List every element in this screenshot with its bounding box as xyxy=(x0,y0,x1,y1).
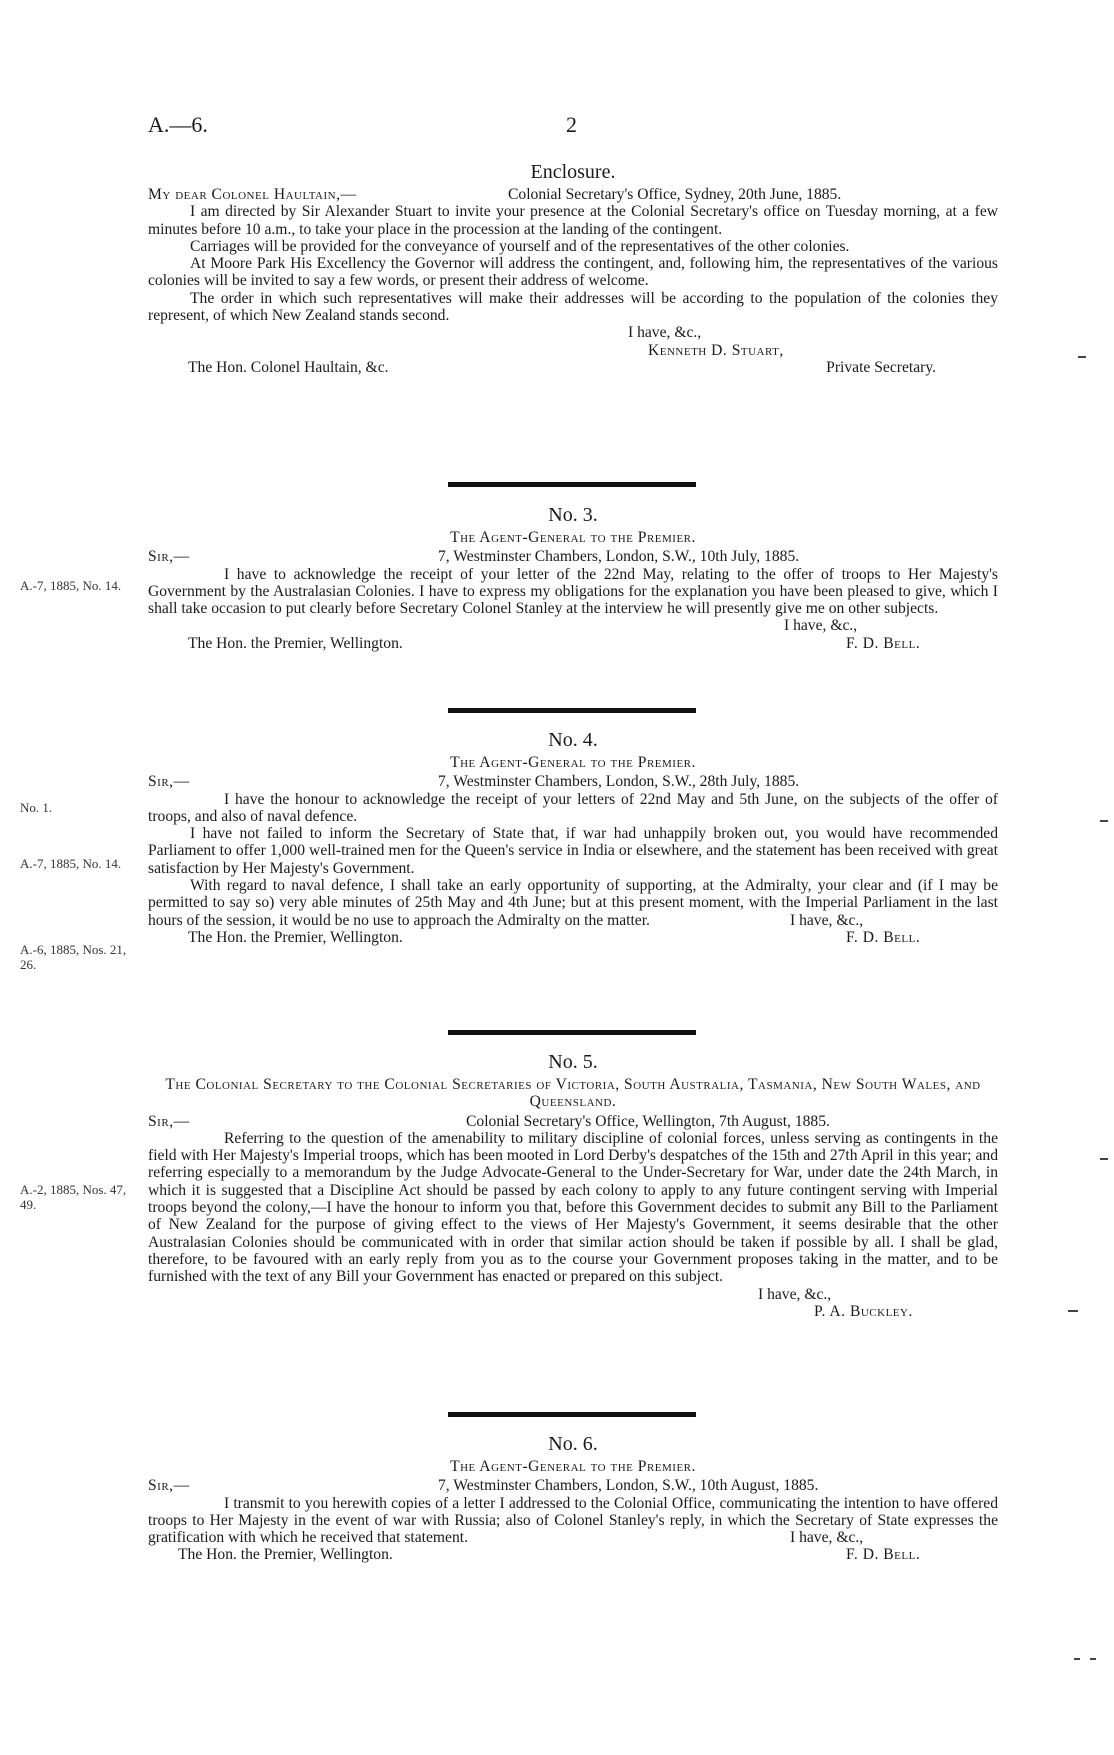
margin-note: A.-7, 1885, No. 14. xyxy=(20,856,122,871)
enclosure-signature-title: Private Secretary. xyxy=(826,358,936,376)
letter-no-4 xyxy=(148,728,998,946)
enclosure-signature-line xyxy=(148,342,998,359)
enclosure-recipient-line xyxy=(148,359,998,376)
letter-heading: The Colonial Secretary to the Colonial Secretaries of Victoria, South Australia, Tasmania, New South Wales, and Queensland. xyxy=(165,1076,981,1111)
scan-mark xyxy=(1090,1658,1096,1660)
letter-recipient-line xyxy=(148,635,998,652)
letter-salutation: Sir,— xyxy=(148,1477,190,1495)
page-header xyxy=(0,112,1114,142)
letter-recipient: The Hon. the Premier, Wellington. xyxy=(188,634,403,652)
enclosure-paragraph: I am directed by Sir Alexander Stuart to invite your presence at the Colonial Secretary's office on Tuesday morning, at a few minutes before 10 a.m., to take your place in the procession at the landing of the contingent. xyxy=(148,203,998,238)
letter-salutation: Sir,— xyxy=(148,1112,190,1130)
letter-heading: The Agent-General to the Premier. xyxy=(450,1458,696,1475)
section-divider xyxy=(448,1412,696,1417)
section-divider xyxy=(448,708,696,713)
enclosure-address: Colonial Secretary's Office, Sydney, 20th June, 1885. xyxy=(508,186,842,203)
letter-closing: I have, &c., xyxy=(784,617,858,635)
letter-closing: I have, &c., xyxy=(758,1285,832,1303)
scan-mark xyxy=(1068,1310,1078,1312)
letter-salutation: Sir,— xyxy=(148,548,190,566)
letter-paragraph: I transmit to you herewith copies of a letter I addressed to the Colonial Office, communicating the intention to have offered troops to Her Majesty in the event of war with Russia; also of Colonel Stanley's reply, in which the Secretary of State expresses the gratification with which he received that statement. xyxy=(148,1494,998,1547)
letter-salutation-line xyxy=(148,1113,998,1130)
letter-address: Colonial Secretary's Office, Wellington, 7th August, 1885. xyxy=(466,1112,830,1130)
letter-no-3 xyxy=(148,503,998,652)
enclosure-title: Enclosure. xyxy=(530,161,616,183)
section-divider xyxy=(448,482,696,487)
scan-mark xyxy=(1100,820,1108,822)
letter-number: No. 6. xyxy=(548,1433,598,1455)
letter-heading: The Agent-General to the Premier. xyxy=(450,529,696,546)
letter-signature: F. D. Bell. xyxy=(846,634,921,652)
enclosure-recipient: The Hon. Colonel Haultain, &c. xyxy=(188,358,389,376)
enclosure-paragraph: The order in which such representatives will make their addresses will be according to the population of the colonies they represent, of which New Zealand stands second. xyxy=(148,289,998,325)
section-divider xyxy=(448,1030,696,1035)
scan-mark xyxy=(1074,1658,1080,1660)
margin-note: No. 1. xyxy=(20,800,53,815)
letter-paragraph: I have to acknowledge the receipt of your letter of the 22nd May, relating to the offer of troops to Her Majesty's Government by the Australasian Colonies. I have to express my obligations for the explanation you have been pleased to give, which I shall take occasion to put clearly before Secretary Colonel Stanley at the interview he will presently give me on other subjects. xyxy=(148,565,998,618)
letter-closing: I have, &c., xyxy=(784,1529,863,1546)
letter-signature: P. A. Buckley. xyxy=(814,1302,913,1320)
letter-number: No. 3. xyxy=(548,504,598,526)
margin-note: A.-7, 1885, No. 14. xyxy=(20,578,122,593)
letter-no-5 xyxy=(148,1050,998,1320)
letter-closing-line xyxy=(148,617,998,634)
scan-mark xyxy=(1100,1158,1108,1160)
margin-note: A.-6, 1885, Nos. 21, 26. xyxy=(20,942,127,972)
letter-signature: F. D. Bell. xyxy=(846,928,921,946)
letter-address: 7, Westminster Chambers, London, S.W., 10th August, 1885. xyxy=(438,1477,819,1495)
letter-recipient: The Hon. the Premier, Wellington. xyxy=(178,1546,393,1564)
letter-recipient-line xyxy=(148,1546,998,1563)
enclosure-section xyxy=(148,160,998,376)
letter-salutation-line xyxy=(148,773,998,790)
scan-mark xyxy=(1078,356,1086,358)
enclosure-paragraph: At Moore Park His Excellency the Governor will address the contingent, and, following him, the representatives of the various colonies will be invited to say a few words, or present their address of welcome. xyxy=(148,255,998,290)
enclosure-closing-line xyxy=(148,324,998,341)
letter-number: No. 4. xyxy=(548,729,598,751)
margin-note: A.-2, 1885, Nos. 47, 49. xyxy=(20,1182,127,1212)
enclosure-salutation-line xyxy=(148,186,998,203)
letter-signature-line xyxy=(148,1303,998,1320)
letter-salutation-line xyxy=(148,548,998,565)
letter-signature: F. D. Bell. xyxy=(846,1546,921,1564)
letter-closing-line xyxy=(148,1529,998,1546)
letter-salutation: Sir,— xyxy=(148,773,190,791)
letter-closing-line xyxy=(148,1286,998,1303)
enclosure-salutation: My dear Colonel Haultain,— xyxy=(148,186,357,203)
letter-recipient-line xyxy=(148,929,998,946)
enclosure-closing: I have, &c., xyxy=(628,324,702,342)
letter-address: 7, Westminster Chambers, London, S.W., 28th July, 1885. xyxy=(438,773,800,791)
letter-heading: The Agent-General to the Premier. xyxy=(450,754,696,771)
letter-paragraph: I have the honour to acknowledge the receipt of your letters of 22nd May and 5th June, on the subjects of the offer of troops, and also of naval defence. xyxy=(148,790,998,825)
enclosure-signature: Kenneth D. Stuart, xyxy=(648,341,784,359)
letter-paragraph: I have not failed to inform the Secretary of State that, if war had unhappily broken out, you would have recommended Parliament to offer 1,000 well-trained men for the Queen's service in India or elsewhere, and the statement has been received with great satisfaction by Her Majesty's Government. xyxy=(148,825,998,877)
page-number: 2 xyxy=(566,112,577,137)
letter-number: No. 5. xyxy=(548,1051,598,1073)
letter-recipient: The Hon. the Premier, Wellington. xyxy=(188,928,403,946)
document-reference: A.—6. xyxy=(148,112,208,137)
letter-paragraph: Referring to the question of the amenability to military discipline of colonial forces, unless serving as contingents in the field with Her Majesty's Imperial troops, which has been mooted in Lord Derby's despatches of the 15th and 27th April in this year; and referring especially to a memorandum by the Judge Advocate-General to the Under-Secretary for War, under date the 24th March, in which it is suggested that a Discipline Act should be passed by each colony to apply to any future contingent serving with Imperial troops beyond the colony,—I have the honour to inform you that, before this Government decides to submit any Bill to the Parliament of New Zealand for the purpose of giving effect to the views of Her Majesty's Government, it seems desirable that the other Australasian Colonies should be communicated with in order that similar action should be taken if possible by all. I shall be glad, therefore, to be favoured with an early reply from you as to the course your Government proposes taking in the matter, and to be furnished with the text of any Bill your Government has enacted or prepared on this subject. xyxy=(148,1129,998,1286)
letter-closing: I have, &c., xyxy=(784,912,863,929)
enclosure-paragraph: Carriages will be provided for the conveyance of yourself and of the representatives of the other colonies. xyxy=(190,237,850,255)
letter-salutation-line xyxy=(148,1477,998,1494)
letter-no-6 xyxy=(148,1432,998,1564)
letter-closing-line xyxy=(148,912,998,929)
letter-paragraph: With regard to naval defence, I shall take an early opportunity of supporting, at the Admiralty, your clear and (if I may be permitted to say so) very able minutes of 25th May and 4th June; but at this present moment, with the Imperial Parliament in the last hours of the session, it would be no use to approach the Admiralty on the matter. xyxy=(148,877,998,929)
letter-address: 7, Westminster Chambers, London, S.W., 10th July, 1885. xyxy=(438,548,800,566)
